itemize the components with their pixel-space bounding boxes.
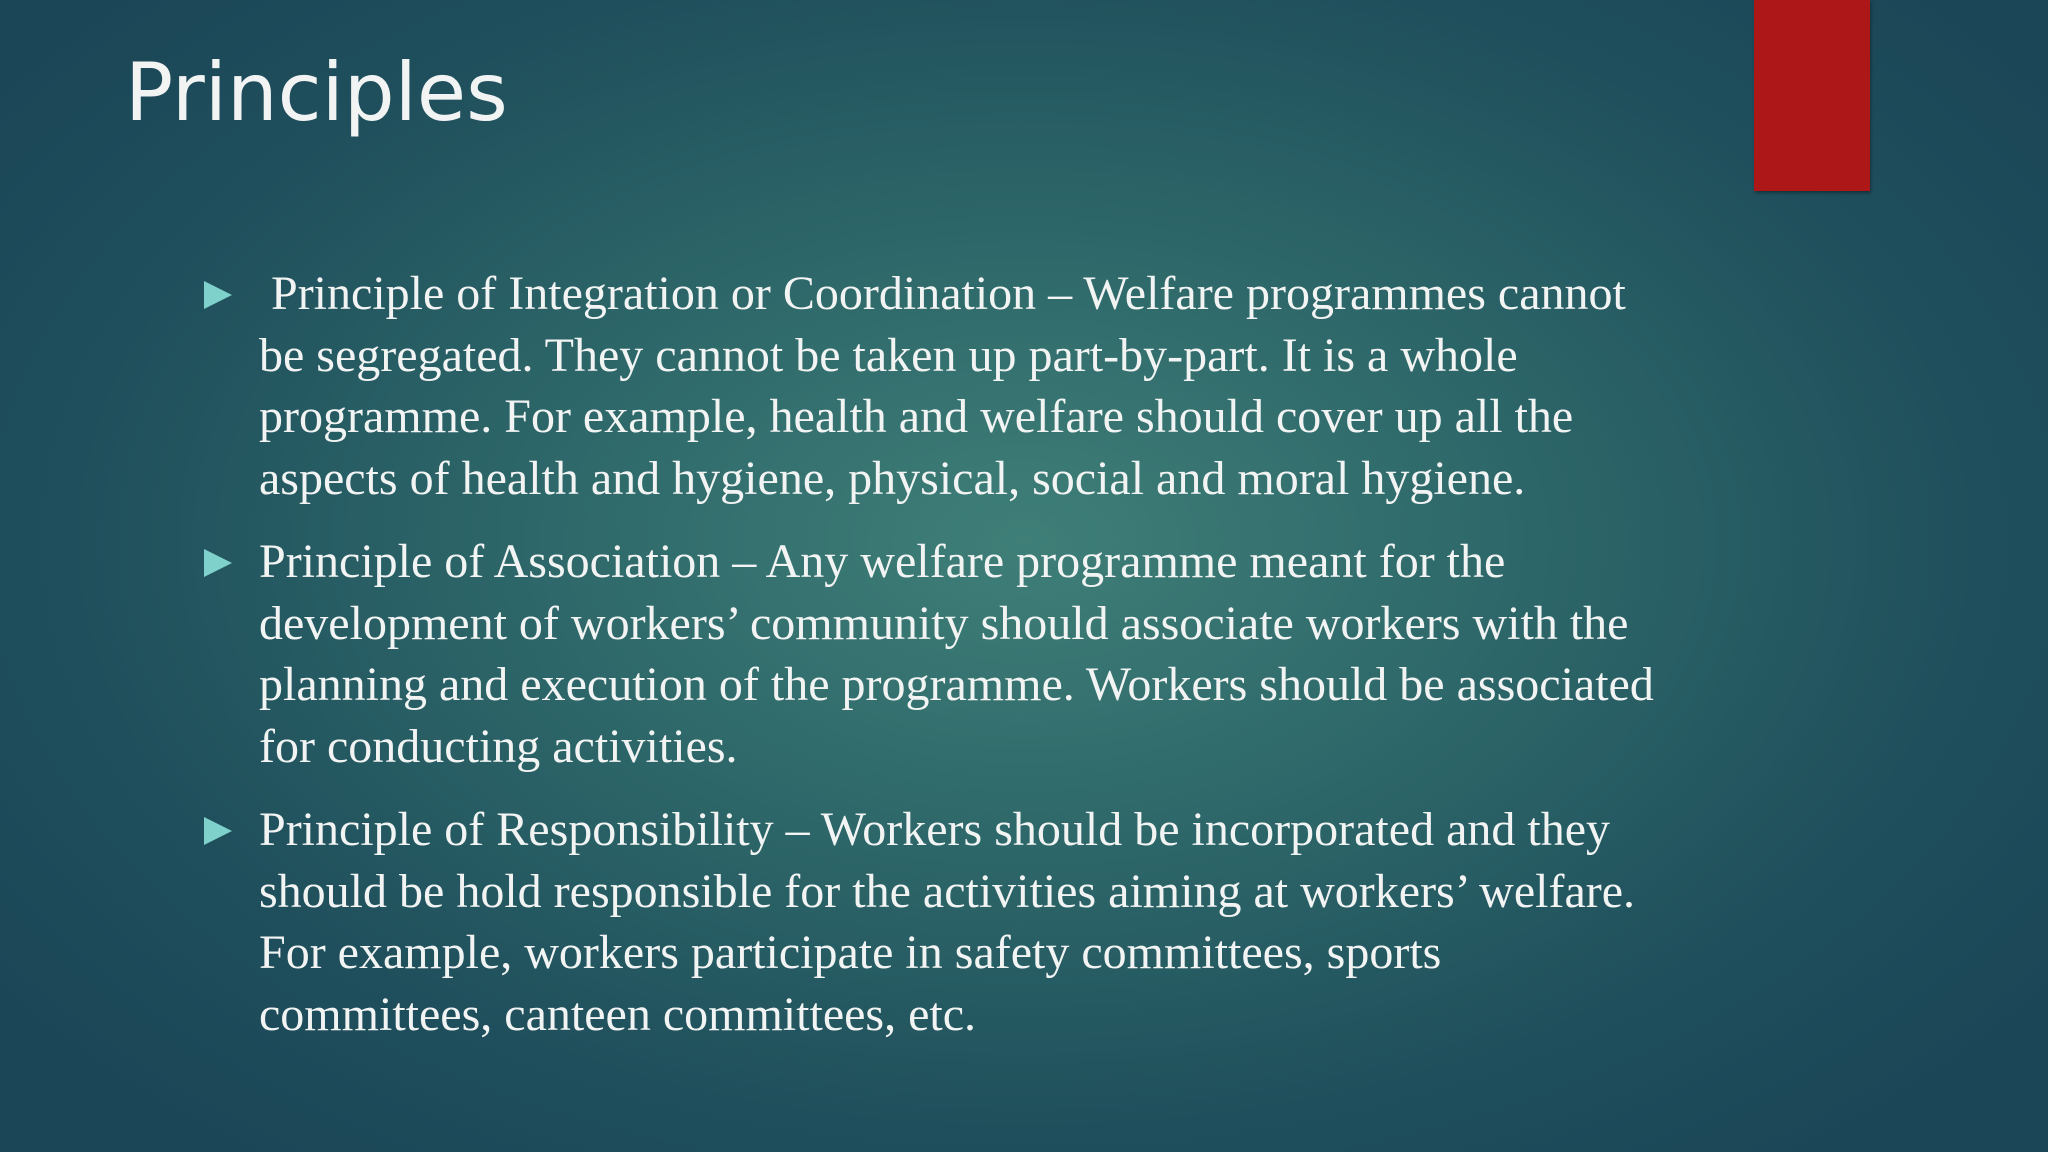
bullet-text: Principle of Association – Any welfare programme meant for the development of workers’ community should associate workers with the planning and execution of the programme. Workers should be associated for conducting activities. [259, 535, 1654, 773]
accent-bar [1754, 0, 1870, 191]
triangle-right-icon [204, 281, 232, 309]
bullet-item-responsibility [202, 799, 1682, 1045]
triangle-right-icon [204, 817, 232, 845]
slide-title: Principles [125, 46, 508, 139]
bullet-text: Principle of Responsibility – Workers should be incorporated and they should be hold responsible for the activities aiming at workers’ welfare. For example, workers participate in safety committees, sports committees, canteen committees, etc. [259, 803, 1636, 1041]
bullet-item-association [202, 531, 1682, 777]
bullet-list [202, 263, 1682, 1067]
bullet-text: Principle of Integration or Coordination – Welfare programmes cannot be segregated. They cannot be taken up part-by-part. It is a whole programme. For example, health and welfare should cover up all the aspects of health and hygiene, physical, social and moral hygiene. [259, 267, 1638, 505]
triangle-right-icon [204, 549, 232, 577]
bullet-item-integration [202, 263, 1682, 509]
